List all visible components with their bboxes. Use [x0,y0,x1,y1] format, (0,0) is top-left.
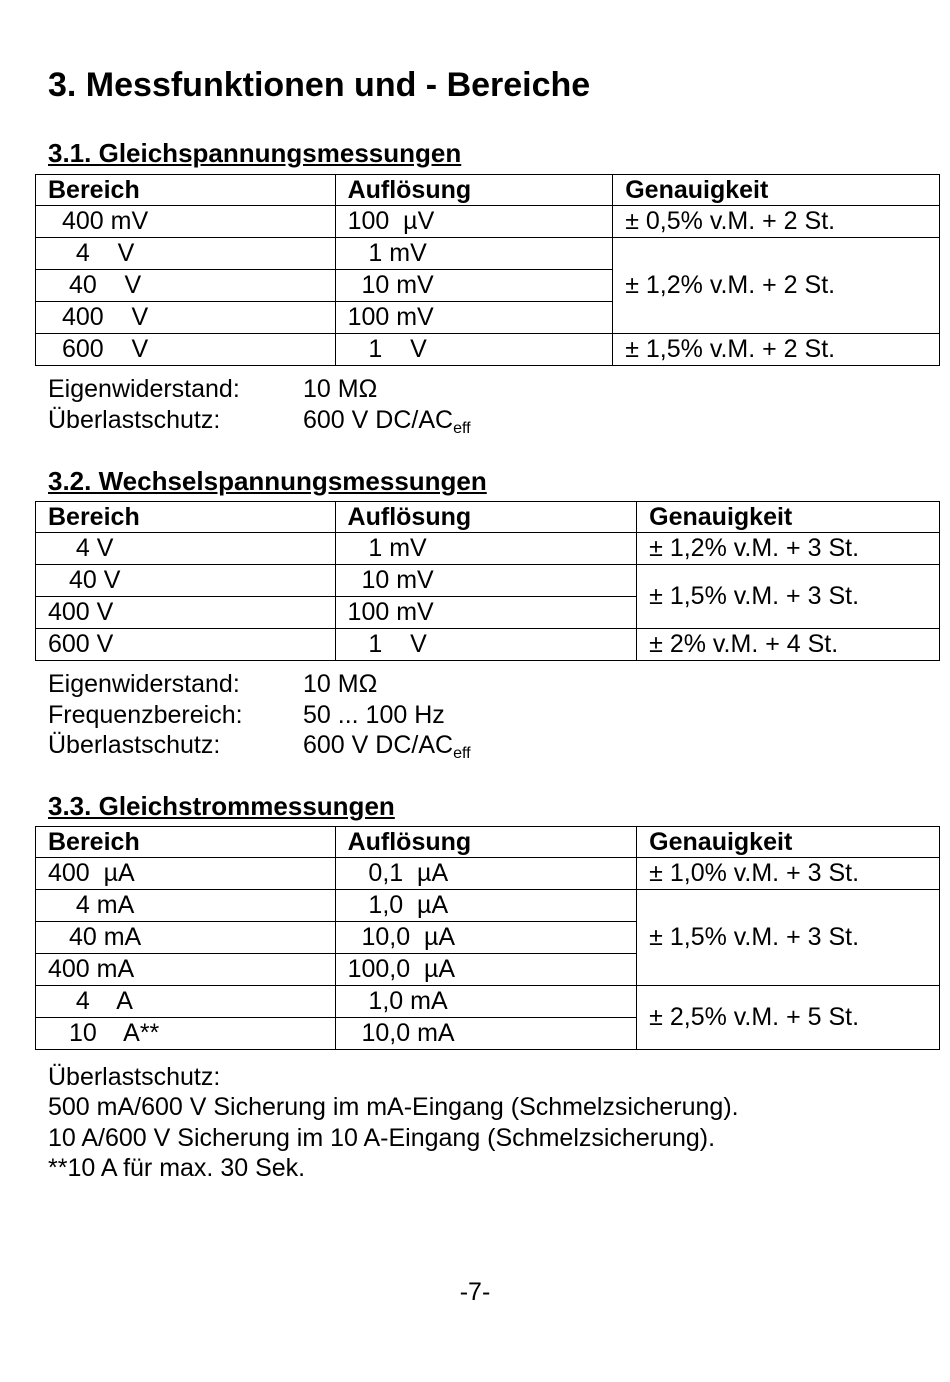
dc-voltage-table [35,174,940,366]
table-header-row [36,502,940,533]
note-line: 10 A/600 V Sicherung im 10 A-Eingang (Schmelzsicherung). [48,1124,716,1152]
accuracy-cell: ± 2,5% v.M. + 5 St. [637,986,940,1050]
resolution-cell: 1,0 mA [335,986,637,1018]
table-row [36,890,940,922]
header-accuracy: Genauigkeit [637,502,940,533]
header-accuracy: Genauigkeit [613,175,940,206]
note-label: Eigenwiderstand: [48,670,240,698]
range-cell: 4 mA [36,890,336,922]
table-header-row [36,827,940,858]
section-heading-ac-voltage: 3.2. Wechselspannungsmessungen [48,466,487,496]
range-cell: 40 mA [36,922,336,954]
resolution-cell: 10 mV [335,565,637,597]
page-number: -7- [459,1278,491,1306]
resolution-cell: 0,1 µA [335,858,637,890]
range-cell: 400 mV [36,206,336,238]
range-cell: 400 µA [36,858,336,890]
resolution-cell: 10,0 mA [335,1018,637,1050]
header-resolution: Auflösung [335,502,637,533]
resolution-cell: 1 mV [335,533,637,565]
range-cell: 10 A** [36,1018,336,1050]
section-heading-dc-voltage: 3.1. Gleichspannungsmessungen [48,138,462,168]
table-row [36,533,940,565]
header-range: Bereich [36,827,336,858]
resolution-cell: 1,0 µA [335,890,637,922]
accuracy-cell: ± 1,5% v.M. + 3 St. [637,890,940,986]
note-label: Eigenwiderstand: [48,375,240,403]
resolution-cell: 100 mV [335,597,637,629]
accuracy-cell: ± 2% v.M. + 4 St. [637,629,940,661]
note-value: 10 MΩ [303,670,378,698]
table-row [36,238,940,270]
header-resolution: Auflösung [335,175,613,206]
section-heading-dc-current: 3.3. Gleichstrommessungen [48,791,395,821]
header-range: Bereich [36,175,336,206]
range-cell: 4 V [36,533,336,565]
range-cell: 4 V [36,238,336,270]
range-cell: 400 mA [36,954,336,986]
table-row [36,629,940,661]
note-line: Überlastschutz: [48,1063,221,1091]
note-label: Überlastschutz: [48,406,221,434]
table-row [36,986,940,1018]
range-cell: 40 V [36,270,336,302]
range-cell: 600 V [36,629,336,661]
ac-voltage-table [35,501,940,661]
resolution-cell: 100,0 µA [335,954,637,986]
resolution-cell: 100 mV [335,302,613,334]
note-line: 500 mA/600 V Sicherung im mA-Eingang (Schmelzsicherung). [48,1093,739,1121]
note-value: 10 MΩ [303,375,378,403]
resolution-cell: 1 V [335,629,637,661]
table-header-row [36,175,940,206]
accuracy-cell: ± 1,2% v.M. + 2 St. [613,238,940,334]
dc-current-table [35,826,940,1050]
range-cell: 600 V [36,334,336,366]
resolution-cell: 10 mV [335,270,613,302]
resolution-cell: 100 µV [335,206,613,238]
header-accuracy: Genauigkeit [637,827,940,858]
accuracy-cell: ± 1,2% v.M. + 3 St. [637,533,940,565]
range-cell: 40 V [36,565,336,597]
header-range: Bereich [36,502,336,533]
range-cell: 400 V [36,302,336,334]
resolution-cell: 10,0 µA [335,922,637,954]
note-label: Frequenzbereich: [48,701,243,729]
accuracy-cell: ± 0,5% v.M. + 2 St. [613,206,940,238]
range-cell: 400 V [36,597,336,629]
header-resolution: Auflösung [335,827,637,858]
note-value: 50 ... 100 Hz [303,701,445,729]
table-row [36,565,940,597]
table-row [36,334,940,366]
accuracy-cell: ± 1,0% v.M. + 3 St. [637,858,940,890]
note-value: 600 V $DC/AC_{eff}$ [303,406,471,437]
table-row [36,858,940,890]
note-value: 600 V $DC/AC_{eff}$ [303,731,471,762]
accuracy-cell: ± 1,5% v.M. + 2 St. [613,334,940,366]
range-cell: 4 A [36,986,336,1018]
note-label: Überlastschutz: [48,731,221,759]
accuracy-cell: ± 1,5% v.M. + 3 St. [637,565,940,629]
note-line: **10 A für max. 30 Sek. [48,1154,306,1182]
resolution-cell: 1 V [335,334,613,366]
table-row [36,206,940,238]
page-title: 3. Messfunktionen und - Bereiche [48,66,591,104]
resolution-cell: 1 mV [335,238,613,270]
